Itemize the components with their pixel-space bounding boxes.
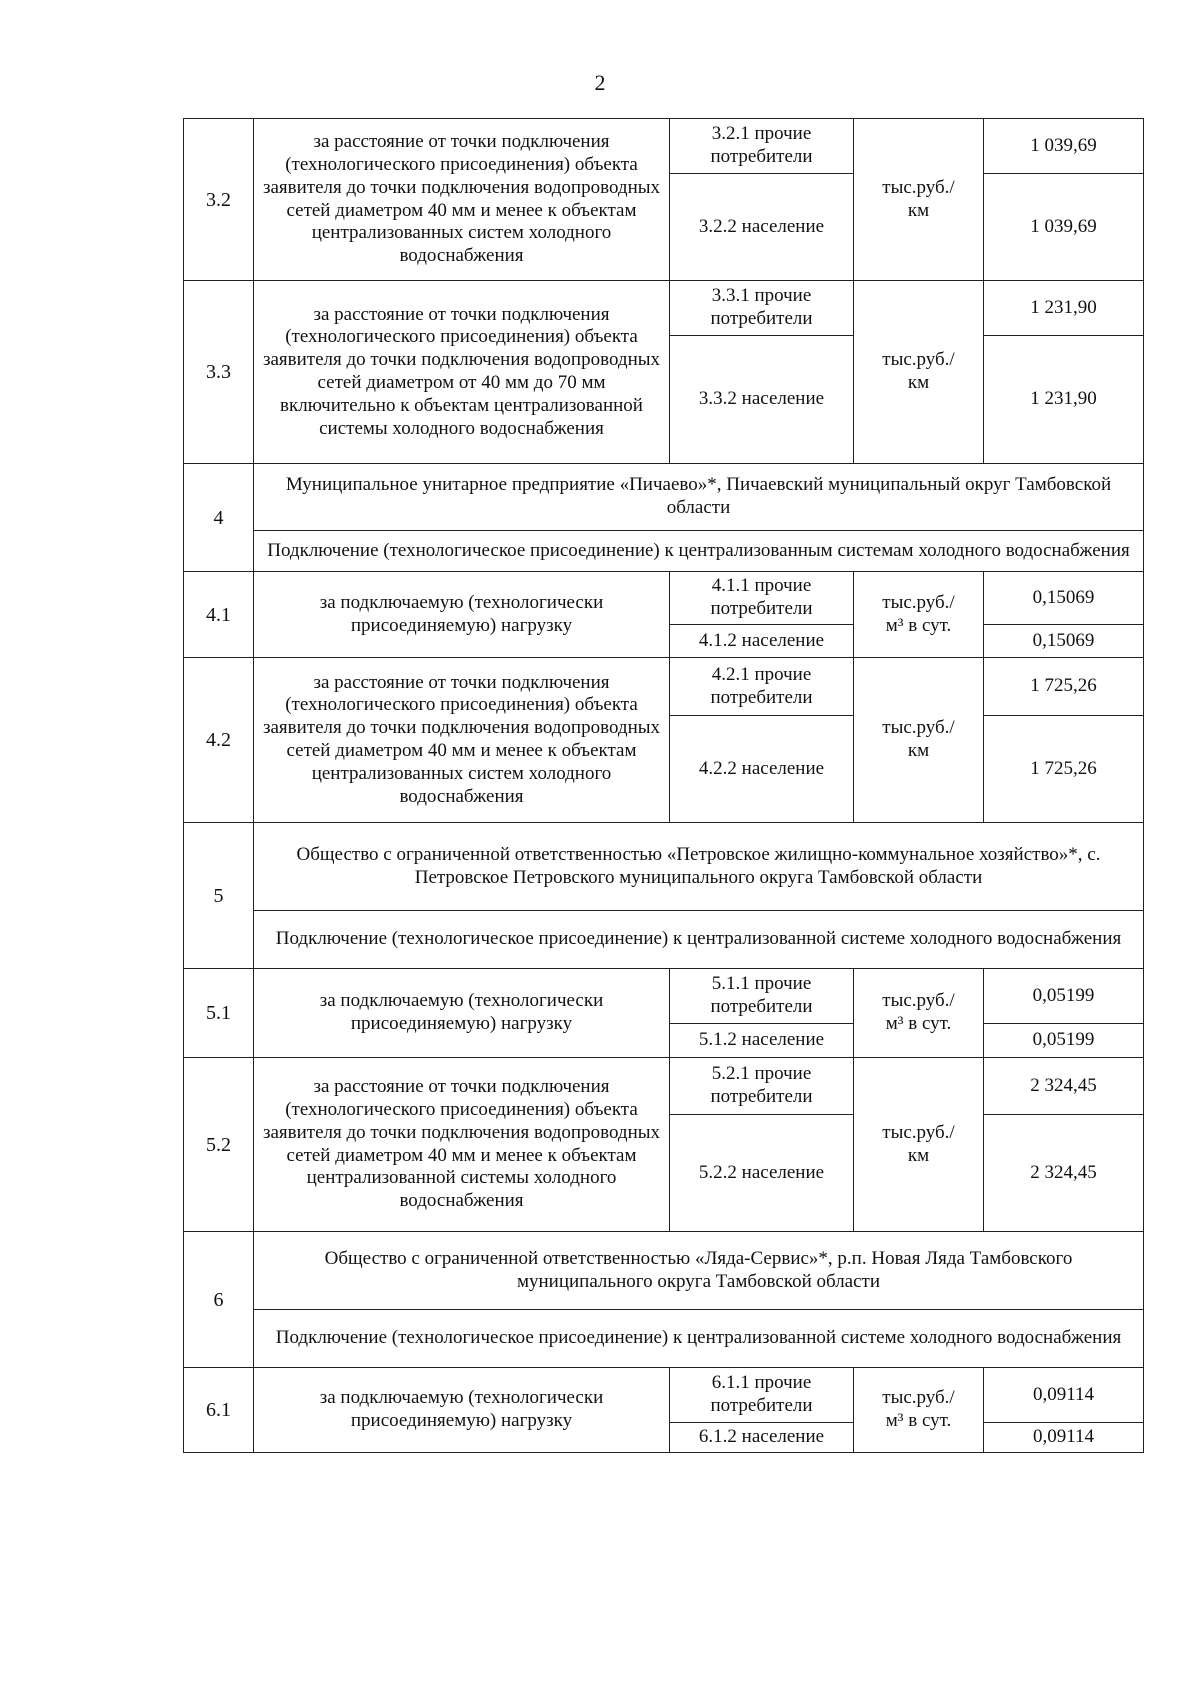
tariff-value: 1 039,69 xyxy=(984,174,1144,281)
tariff-value: 2 324,45 xyxy=(984,1115,1144,1232)
unit-label: тыс.руб./ м³ в сут. xyxy=(854,1368,984,1453)
row-number: 3.3 xyxy=(184,281,254,464)
table-row xyxy=(184,1058,1144,1115)
connection-type: Подключение (технологическое присоединение) к централизованным системам холодного водоснабжения xyxy=(254,531,1144,572)
consumer-category: 5.2.2 население xyxy=(670,1115,854,1232)
row-number: 5 xyxy=(184,823,254,969)
row-number: 5.1 xyxy=(184,969,254,1058)
row-number: 6.1 xyxy=(184,1368,254,1453)
organization-name: Общество с ограниченной ответственностью «Петровское жилищно-коммунальное хозяйство»*, с. Петровское Петровского муниципального округа Тамбовской области xyxy=(254,823,1144,911)
tariff-value: 1 231,90 xyxy=(984,336,1144,464)
tariff-value: 1 231,90 xyxy=(984,281,1144,336)
consumer-category: 6.1.1 прочие потребители xyxy=(670,1368,854,1423)
tariff-description: за расстояние от точки подключения (технологического присоединения) объекта заявителя до точки подключения водопроводных сетей диаметром 40 мм и менее к объектам централизованных систем холодного водоснабжения xyxy=(254,119,670,281)
consumer-category: 4.1.2 население xyxy=(670,625,854,658)
tariff-value: 0,05199 xyxy=(984,1024,1144,1058)
tariff-value: 0,15069 xyxy=(984,572,1144,625)
unit-label: тыс.руб./ км xyxy=(854,658,984,823)
unit-label: тыс.руб./ км xyxy=(854,281,984,464)
consumer-category: 5.1.2 население xyxy=(670,1024,854,1058)
unit-label: тыс.руб./ км xyxy=(854,1058,984,1232)
consumer-category: 3.2.2 население xyxy=(670,174,854,281)
table-row xyxy=(184,1368,1144,1423)
tariff-description: за расстояние от точки подключения (технологического присоединения) объекта заявителя до точки подключения водопроводных сетей диаметром от 40 мм до 70 мм включительно к объектам централизованной системы холодного водоснабжения xyxy=(254,281,670,464)
table-row xyxy=(184,658,1144,716)
row-number: 4 xyxy=(184,464,254,572)
table-row xyxy=(184,572,1144,625)
tariff-description: за расстояние от точки подключения (технологического присоединения) объекта заявителя до точки подключения водопроводных сетей диаметром 40 мм и менее к объектам централизованных систем холодного водоснабжения xyxy=(254,658,670,823)
tariff-value: 1 725,26 xyxy=(984,658,1144,716)
table-row xyxy=(184,119,1144,174)
tariff-description: за подключаемую (технологически присоединяемую) нагрузку xyxy=(254,572,670,658)
tariff-value: 0,05199 xyxy=(984,969,1144,1024)
page-number: 2 xyxy=(594,70,606,95)
table-row xyxy=(184,911,1144,969)
connection-type: Подключение (технологическое присоединение) к централизованной системе холодного водоснабжения xyxy=(254,1310,1144,1368)
organization-name: Общество с ограниченной ответственностью «Ляда-Сервис»*, р.п. Новая Ляда Тамбовского муниципального округа Тамбовской области xyxy=(254,1232,1144,1310)
row-number: 6 xyxy=(184,1232,254,1368)
tariff-table xyxy=(183,118,1144,1453)
tariff-value: 0,09114 xyxy=(984,1423,1144,1453)
consumer-category: 3.3.2 население xyxy=(670,336,854,464)
table-row xyxy=(184,464,1144,531)
tariff-description: за расстояние от точки подключения (технологического присоединения) объекта заявителя до точки подключения водопроводных сетей диаметром 40 мм и менее к объектам централизованной системы холодного водоснабжения xyxy=(254,1058,670,1232)
unit-label: тыс.руб./ м³ в сут. xyxy=(854,572,984,658)
row-number: 3.2 xyxy=(184,119,254,281)
consumer-category: 4.1.1 прочие потребители xyxy=(670,572,854,625)
row-number: 5.2 xyxy=(184,1058,254,1232)
consumer-category: 4.2.1 прочие потребители xyxy=(670,658,854,716)
row-number: 4.1 xyxy=(184,572,254,658)
table-row xyxy=(184,531,1144,572)
organization-name: Муниципальное унитарное предприятие «Пичаево»*, Пичаевский муниципальный округ Тамбовской области xyxy=(254,464,1144,531)
row-number: 4.2 xyxy=(184,658,254,823)
tariff-value: 1 725,26 xyxy=(984,716,1144,823)
table-row xyxy=(184,281,1144,336)
unit-label: тыс.руб./ м³ в сут. xyxy=(854,969,984,1058)
consumer-category: 5.2.1 прочие потребители xyxy=(670,1058,854,1115)
tariff-value: 0,09114 xyxy=(984,1368,1144,1423)
consumer-category: 6.1.2 население xyxy=(670,1423,854,1453)
connection-type: Подключение (технологическое присоединение) к централизованной системе холодного водоснабжения xyxy=(254,911,1144,969)
consumer-category: 5.1.1 прочие потребители xyxy=(670,969,854,1024)
unit-label: тыс.руб./ км xyxy=(854,119,984,281)
consumer-category: 4.2.2 население xyxy=(670,716,854,823)
tariff-description: за подключаемую (технологически присоединяемую) нагрузку xyxy=(254,1368,670,1453)
tariff-value: 1 039,69 xyxy=(984,119,1144,174)
table-row xyxy=(184,823,1144,911)
tariff-value: 2 324,45 xyxy=(984,1058,1144,1115)
tariff-value: 0,15069 xyxy=(984,625,1144,658)
consumer-category: 3.2.1 прочие потребители xyxy=(670,119,854,174)
tariff-description: за подключаемую (технологически присоединяемую) нагрузку xyxy=(254,969,670,1058)
consumer-category: 3.3.1 прочие потребители xyxy=(670,281,854,336)
table-row xyxy=(184,969,1144,1024)
table-row xyxy=(184,1310,1144,1368)
table-row xyxy=(184,1232,1144,1310)
